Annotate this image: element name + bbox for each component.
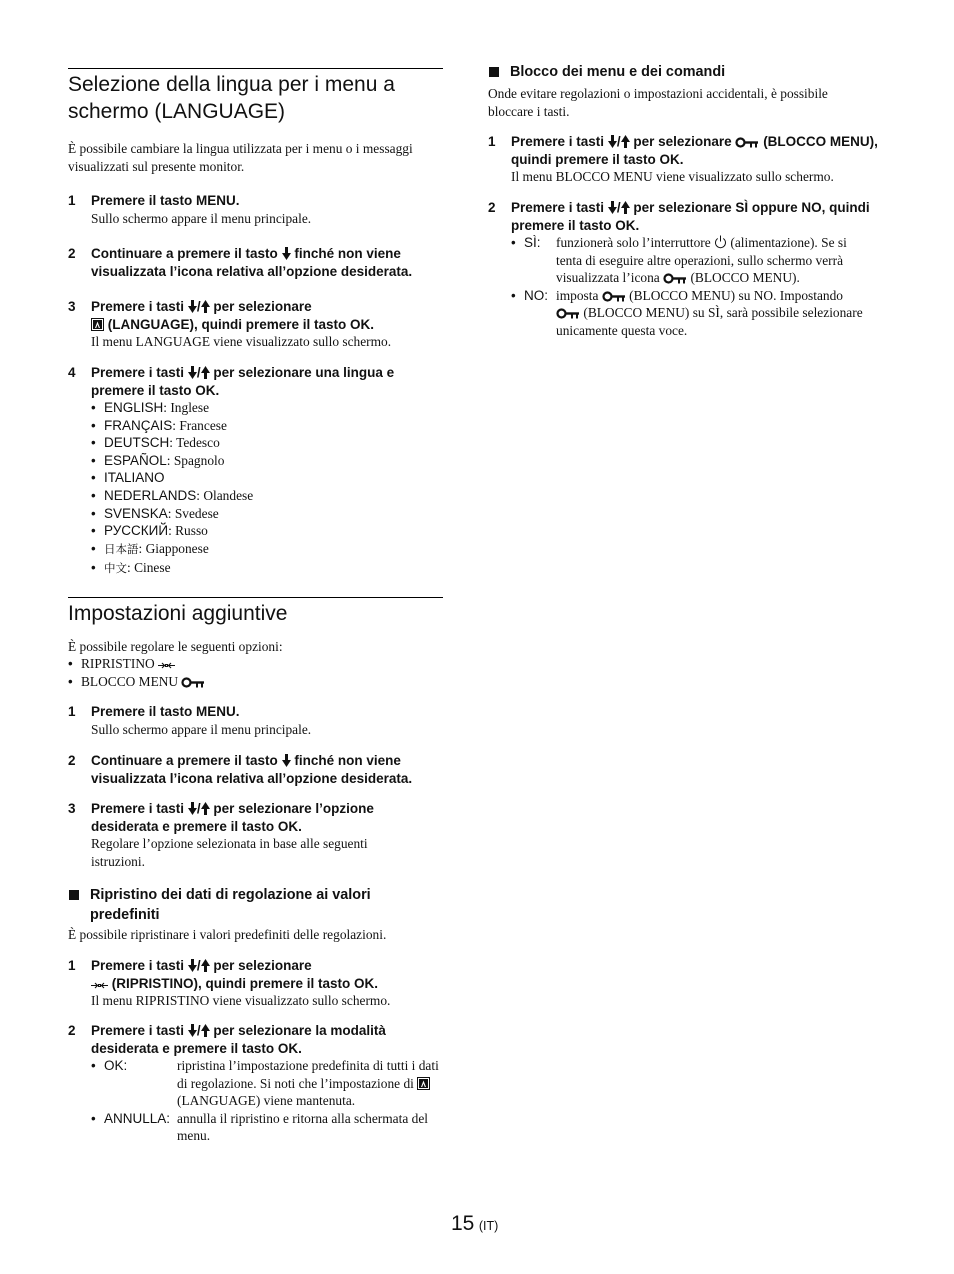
lock-intro: Onde evitare regolazioni o impostazioni accidentali, è possibile bloccare i tasti. (488, 86, 828, 119)
square-bullet-icon (489, 67, 499, 77)
list-item: • 日本語: Giapponese (91, 540, 451, 560)
language-step-2: 2 Continuare a premere il tasto finché non viene visualizzata l’icona relativa all’opzione desiderata. (68, 246, 413, 279)
list-item: • РУССКИЙ: Russo (91, 522, 451, 540)
lock-step-2: 2 Premere i tasti / per selezionare SÌ oppure NO, quindi premere il tasto OK. • SÌ: funzionerà solo l’interruttore (alimentazione). Se si tenta di eseguire altre operazioni, sullo schermo verrà visualizzata l’icona (BLOCCO MENU). • NO: imposta (BLOCCO MENU) su NO. Impostando (BLOCCO MENU) su SÌ, sarà possibile selezionare unicamente questa voce. (488, 199, 886, 339)
arrow-up-icon (201, 959, 210, 972)
arrow-down-icon (188, 802, 197, 815)
reset-icon (91, 981, 108, 990)
reset-step-2: 2 Premere i tasti / per selezionare la modalità desiderata e premere il tasto OK. • OK: ripristina l’impostazione predefinita di tutti i dati di regolazione. Si noti che l’impostazione di (LANGUAGE) viene mantenuta. • ANNULLA: annulla il ripristino e ritorna alla schermata del menu. (68, 1022, 446, 1145)
arrow-up-icon (201, 802, 210, 815)
list-item: • SÌ: funzionerà solo l’interruttore (alimentazione). Se si tenta di eseguire altre operazioni, sullo schermo verrà visualizzata l’icona (BLOCCO MENU). (511, 234, 886, 287)
list-item: • OK: ripristina l’impostazione predefinita di tutti i dati di regolazione. Si noti che l’impostazione di (LANGUAGE) viene mantenuta. (91, 1057, 446, 1110)
square-bullet-icon (69, 890, 79, 900)
additional-options-list (68, 655, 443, 690)
list-item: • ANNULLA: annulla il ripristino e ritorna alla schermata del menu. (91, 1110, 446, 1145)
list-item: • ESPAÑOL: Spagnolo (91, 452, 451, 470)
reset-icon (158, 661, 175, 670)
list-item: • FRANÇAIS: Francese (91, 417, 451, 435)
section-rule (68, 68, 443, 69)
list-item: • RIPRISTINO (68, 655, 443, 673)
reset-options-list (91, 1057, 446, 1145)
lock-options-list (511, 234, 886, 339)
language-step-3: 3 Premere i tasti / per selezionare (LANGUAGE), quindi premere il tasto OK. Il menu LANGUAGE viene visualizzato sullo schermo. (68, 299, 392, 349)
language-step-1: 1 Premere il tasto MENU. Sullo schermo appare il menu principale. (68, 193, 312, 226)
arrow-up-icon (621, 201, 630, 214)
arrow-up-icon (201, 366, 210, 379)
power-icon (714, 235, 727, 249)
key-icon (602, 291, 626, 302)
reset-heading: Ripristino dei dati di regolazione ai valori predefiniti (68, 886, 440, 925)
list-item: • ITALIANO (91, 469, 451, 487)
arrow-down-icon (282, 247, 291, 260)
additional-step-1: 1 Premere il tasto MENU. Sullo schermo appare il menu principale. (68, 704, 312, 737)
key-icon (663, 273, 687, 284)
key-icon (181, 677, 205, 688)
key-icon (556, 308, 580, 319)
arrow-down-icon (282, 754, 291, 767)
arrow-down-icon (608, 135, 617, 148)
arrow-down-icon (608, 201, 617, 214)
arrow-down-icon (188, 366, 197, 379)
section-title-additional: Impostazioni aggiuntive (68, 602, 288, 625)
additional-step-3: 3 Premere i tasti / per selezionare l’opzione desiderata e premere il tasto OK. Regolare l’opzione selezionata in base alle seguenti istruzioni. (68, 801, 374, 869)
section-rule (68, 597, 443, 598)
language-intro: È possibile cambiare la lingua utilizzata per i menu o i messaggi visualizzati sul presente monitor. (68, 141, 413, 174)
list-item: • SVENSKA: Svedese (91, 505, 451, 523)
arrow-down-icon (188, 300, 197, 313)
language-icon (417, 1077, 430, 1090)
list-item: • NO: imposta (BLOCCO MENU) su NO. Impostando (BLOCCO MENU) su SÌ, sarà possibile selezionare unicamente questa voce. (511, 287, 886, 340)
lock-step-1: 1 Premere i tasti / per selezionare (BLOCCO MENU), quindi premere il tasto OK. Il menu BLOCCO MENU viene visualizzato sullo schermo. (488, 134, 878, 184)
arrow-up-icon (621, 135, 630, 148)
list-item: • DEUTSCH: Tedesco (91, 434, 451, 452)
language-step-4: 4 Premere i tasti / per selezionare una lingua e premere il tasto OK. • ENGLISH: Inglese • FRANÇAIS: Francese • DEUTSCH: Tedesco • ESPAÑOL: Spagnolo • ITALIANO • NEDERLANDS: Olandese • SVENSKA: Svedese • РУССКИЙ: Russo • 日本語: Giapponese • 中文: Cinese (68, 364, 451, 579)
arrow-up-icon (201, 1024, 210, 1037)
page-number: 15 (IT) (451, 1212, 499, 1235)
arrow-down-icon (188, 1024, 197, 1037)
arrow-down-icon (188, 959, 197, 972)
lock-heading: Blocco dei menu e dei comandi (488, 63, 880, 83)
list-item: • BLOCCO MENU (68, 673, 443, 691)
list-item: • NEDERLANDS: Olandese (91, 487, 451, 505)
additional-step-2: 2 Continuare a premere il tasto finché non viene visualizzata l’icona relativa all’opzione desiderata. (68, 753, 413, 786)
reset-intro: È possibile ripristinare i valori predefiniti delle regolazioni. (68, 927, 387, 942)
section-title-language: Selezione della lingua per i menu a schermo (LANGUAGE) (68, 73, 395, 123)
key-icon (735, 137, 759, 148)
arrow-up-icon (201, 300, 210, 313)
language-icon (91, 318, 104, 331)
reset-step-1: 1 Premere i tasti / per selezionare (RIPRISTINO), quindi premere il tasto OK. Il menu RIPRISTINO viene visualizzato sullo schermo. (68, 958, 391, 1008)
list-item: • 中文: Cinese (91, 559, 451, 579)
list-item: • ENGLISH: Inglese (91, 399, 451, 417)
language-list (91, 399, 451, 579)
additional-intro: È possibile regolare le seguenti opzioni: (68, 639, 283, 654)
